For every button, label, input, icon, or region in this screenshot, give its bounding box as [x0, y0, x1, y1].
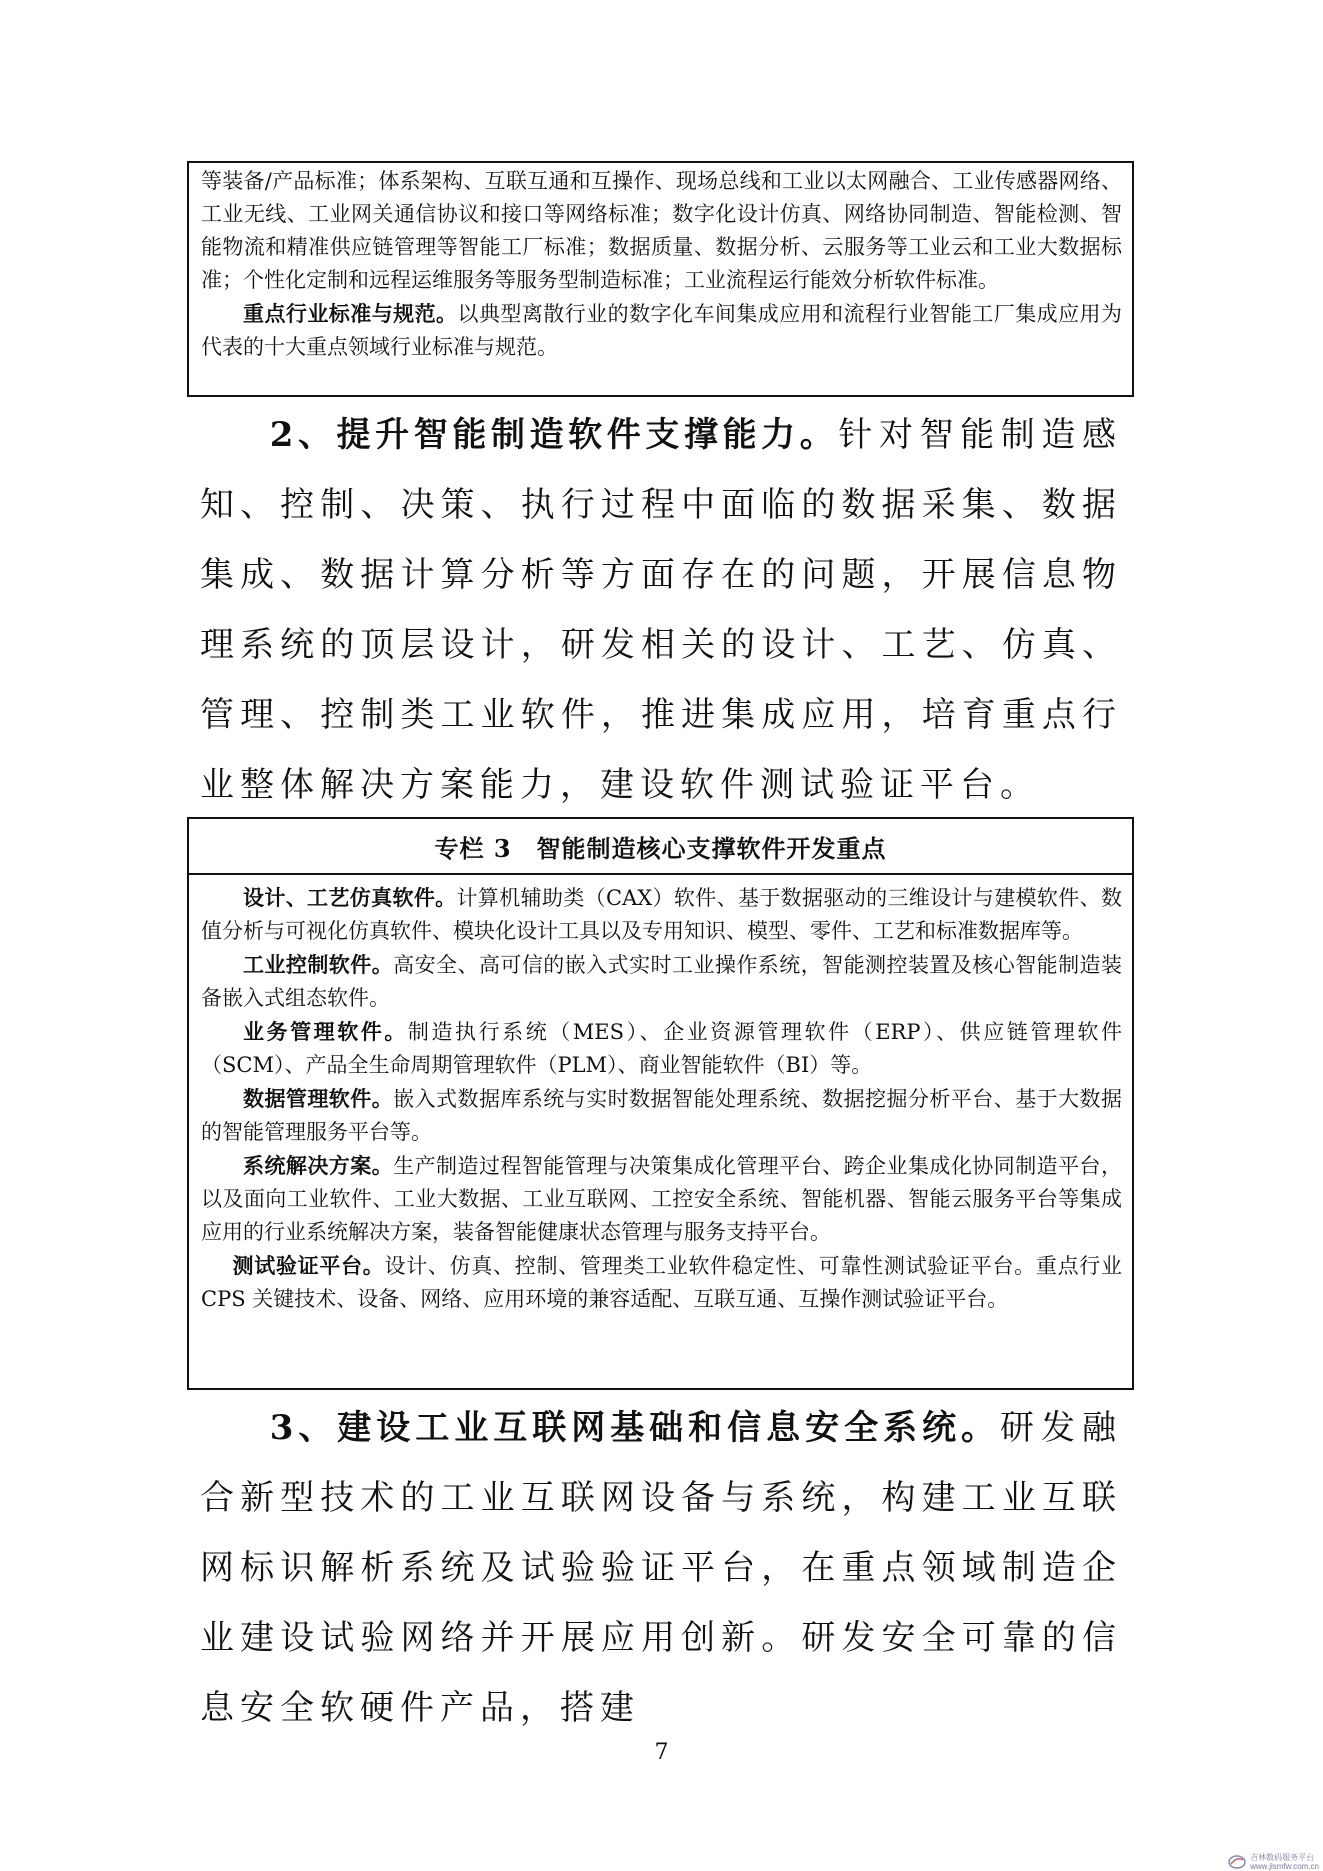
industry-standards-paragraph [201, 297, 1122, 364]
standards-list-text: 等装备/产品标准；体系架构、互联互通和互操作、现场总线和工业以太网融合、工业传感器网络、工业无线、工业网关通信协议和接口等网络标准；数字化设计仿真、网络协同制造、智能检测、智能物流和精准供应链管理等智能工厂标准；数据质量、数据分析、云服务等工业云和工业大数据标准；个性化定制和远程运维服务等服务型制造标准；工业流程运行能效分析软件标准。 [201, 169, 1122, 292]
item-text: 制造执行系统（MES）、企业资源管理软件（ERP）、供应链管理软件（SCM）、产品全生命周期管理软件（PLM）、商业智能软件（BI）等。 [201, 1020, 1122, 1077]
site-watermark [1227, 1853, 1319, 1871]
section-3-heading: 3、建设工业互联网基础和信息安全系统。 [269, 1408, 1001, 1448]
item-lead: 工业控制软件。 [243, 952, 394, 977]
column-3-item [201, 881, 1122, 948]
section-2-text: 针对智能制造感知、控制、决策、执行过程中面临的数据采集、数据集成、数据计算分析等方面存在的问题，开展信息物理系统的顶层设计，研发相关的设计、工艺、仿真、管理、控制类工业软件，推进集成应用，培育重点行业整体解决方案能力，建设软件测试验证平台。 [200, 415, 1123, 805]
industry-standards-text: 以典型离散行业的数字化车间集成应用和流程行业智能工厂集成应用为代表的十大重点领域行业标准与规范。 [201, 302, 1122, 359]
section-2-heading: 2、提升智能制造软件支撑能力。 [269, 415, 839, 455]
item-lead: 系统解决方案。 [243, 1153, 394, 1178]
item-text: 生产制造过程智能管理与决策集成化管理平台、跨企业集成化协同制造平台，以及面向工业软件、工业大数据、工业互联网、工控安全系统、智能机器、智能云服务平台等集成应用的行业系统解决方案，装备智能健康状态管理与服务支持平台。 [201, 1154, 1123, 1244]
section-3-paragraph [200, 1393, 1122, 1743]
column-3-item [201, 1015, 1122, 1082]
item-lead: 数据管理软件。 [243, 1086, 394, 1111]
item-text: 嵌入式数据库系统与实时数据智能处理系统、数据挖掘分析平台、基于大数据的智能管理服务平台等。 [201, 1087, 1123, 1144]
item-text: 设计、仿真、控制、管理类工业软件稳定性、可靠性测试验证平台。重点行业 CPS 关键技术、设备、网络、应用环境的兼容适配、互联互通、互操作测试验证平台。 [201, 1254, 1123, 1311]
section-3-text: 研发融合新型技术的工业互联网设备与系统，构建工业互联网标识解析系统及试验验证平台，在重点领域制造企业建设试验网络并开展应用创新。研发安全可靠的信息安全软硬件产品，搭建 [200, 1408, 1123, 1728]
column-3-item [201, 1249, 1122, 1316]
section-2-paragraph [200, 400, 1122, 820]
standards-box [187, 161, 1134, 397]
watermark-line-1: 吉林数码服务平台 [1250, 1853, 1315, 1862]
item-lead: 测试验证平台。 [232, 1253, 385, 1278]
item-text: 计算机辅助类（CAX）软件、基于数据驱动的三维设计与建模软件、数值分析与可视化仿真软件、模块化设计工具以及专用知识、模型、零件、工艺和标准数据库等。 [201, 886, 1122, 943]
watermark-line-2: www.jlsmfw.com.cn [1250, 1862, 1319, 1871]
column-3-title: 专栏 3 智能制造核心支撑软件开发重点 [189, 819, 1132, 875]
item-lead: 设计、工艺仿真软件。 [243, 885, 457, 910]
column-3-item [201, 1149, 1122, 1249]
item-lead: 业务管理软件。 [243, 1019, 408, 1044]
column-3-item [201, 948, 1122, 1015]
page-number: 7 [654, 1740, 669, 1765]
column-3-body [189, 875, 1132, 1316]
watermark-logo-icon [1227, 1854, 1247, 1870]
column-3-box [187, 817, 1134, 1390]
item-text: 高安全、高可信的嵌入式实时工业操作系统，智能测控装置及核心智能制造装备嵌入式组态软件。 [201, 953, 1123, 1010]
column-3-item [201, 1082, 1122, 1149]
industry-standards-lead: 重点行业标准与规范。 [243, 301, 458, 326]
